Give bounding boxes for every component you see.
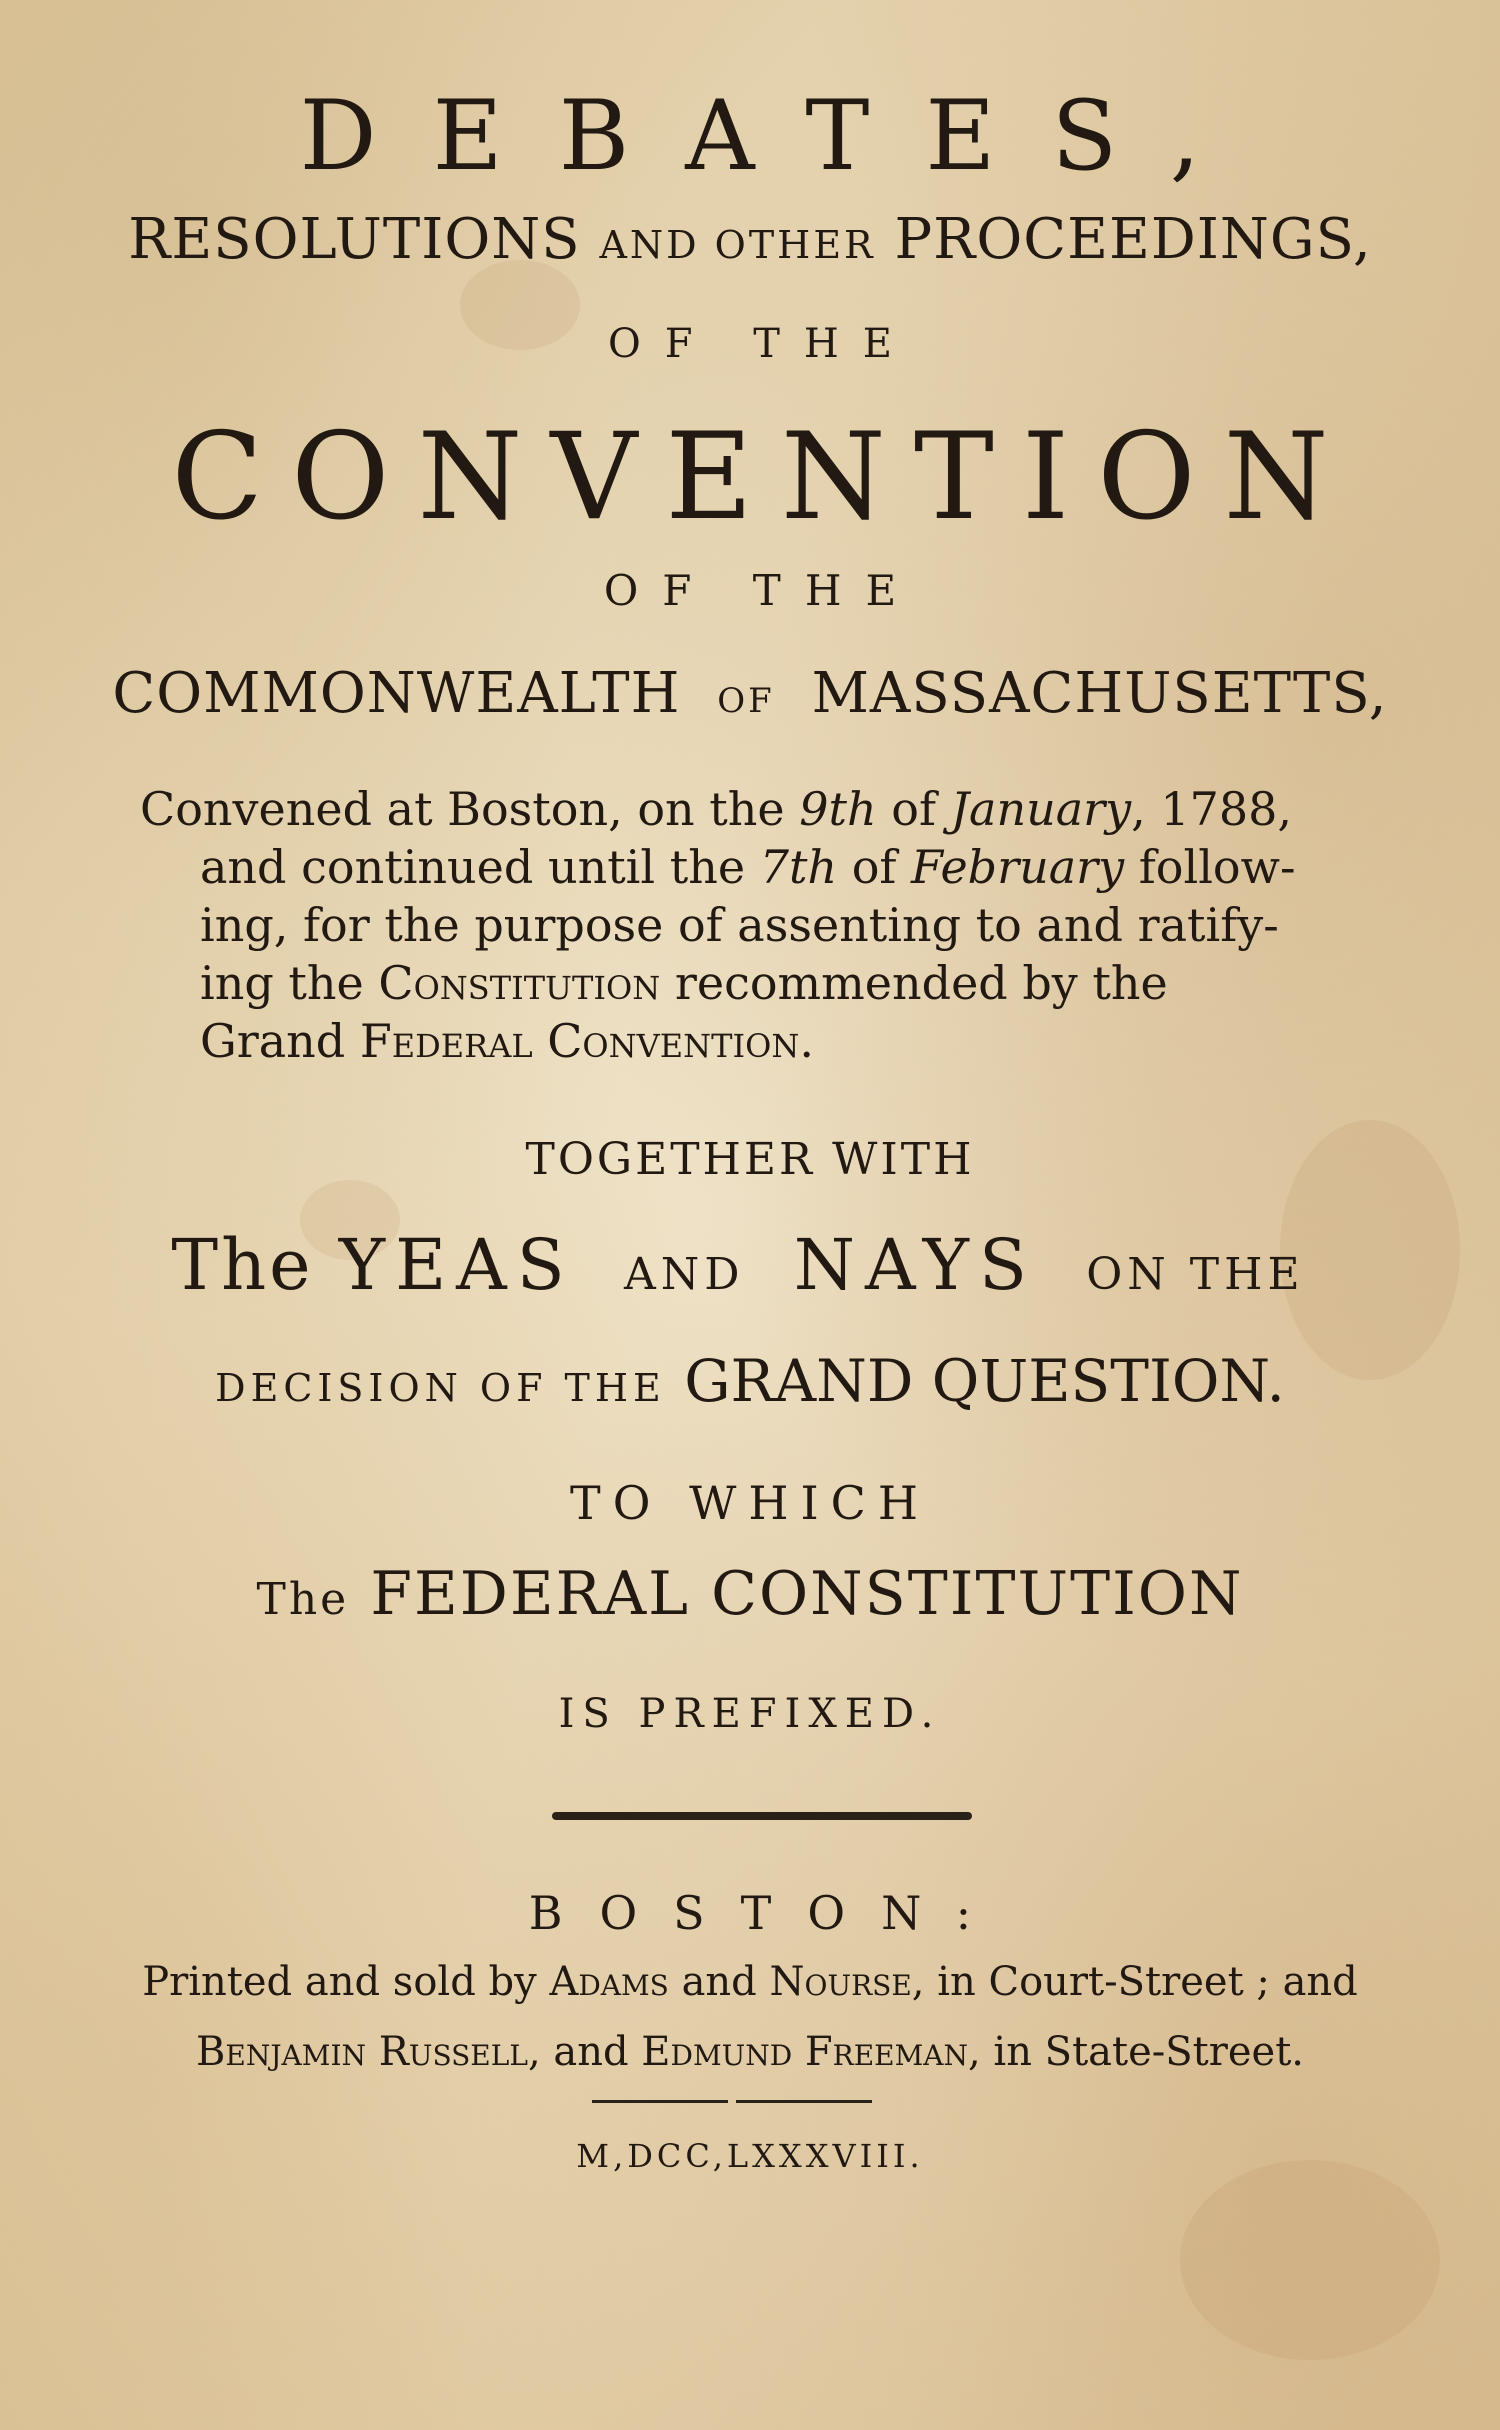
convened-paragraph — [140, 780, 1360, 1070]
title-convention: CONVENTION — [171, 408, 1357, 547]
printer-name-freeman: Edmund Freeman — [641, 2029, 968, 2075]
commonwealth-word: COMMONWEALTH — [112, 661, 681, 726]
printer-text: Printed and sold by — [142, 1959, 550, 2005]
paragraph-text: ing the — [200, 956, 379, 1010]
decision-line — [0, 1347, 1500, 1415]
federal-the-word: The — [256, 1574, 350, 1625]
boston-imprint: BOSTON: — [528, 1886, 1008, 1940]
foxing-stain — [1180, 2160, 1440, 2360]
commonwealth-of-word: OF — [717, 681, 775, 721]
is-prefixed-line: IS PREFIXED. — [558, 1691, 942, 1737]
paragraph-text: Convened at Boston, on the — [140, 782, 800, 836]
paragraph-text: and continued until the — [200, 840, 760, 894]
yeas-word: YEAS — [338, 1224, 575, 1306]
yeas-and-word: AND — [623, 1249, 745, 1300]
paragraph-italic: 9th — [799, 782, 877, 836]
paragraph-line-4 — [140, 954, 1360, 1012]
title-debates: DEBATES, — [299, 80, 1257, 192]
thick-rule-divider — [552, 1812, 972, 1820]
paragraph-line-1 — [140, 780, 1360, 838]
of-the-line-2: OF THE — [603, 566, 921, 615]
paragraph-italic: January — [950, 782, 1132, 836]
paragraph-text: of — [837, 840, 912, 894]
paragraph-text: , 1788, — [1131, 782, 1293, 836]
subtitle-word-and-other: AND OTHER — [599, 223, 876, 267]
yeas-the-word: The — [171, 1224, 314, 1306]
paragraph-text: follow- — [1124, 840, 1296, 894]
paragraph-smallcaps: Federal Convention. — [359, 1014, 814, 1068]
paragraph-text: of — [876, 782, 951, 836]
nays-word: NAYS — [793, 1224, 1037, 1306]
printer-name-adams: Adams — [549, 1959, 669, 2005]
paragraph-italic: 7th — [759, 840, 838, 894]
together-with-line: TOGETHER WITH — [525, 1134, 975, 1185]
double-rule-right — [736, 2100, 872, 2103]
paragraph-smallcaps: Constitution — [378, 956, 661, 1010]
paragraph-text: recommended by the — [660, 956, 1168, 1010]
roman-numeral-date: M,DCC,LXXXVIII. — [576, 2137, 924, 2175]
printer-text: , in Court-Street ; and — [911, 1959, 1358, 2005]
paragraph-line-3: ing, for the purpose of assenting to and ratify- — [200, 898, 1279, 952]
of-the-line-1: OF THE — [607, 321, 917, 367]
printer-text: , in State-Street. — [967, 2029, 1304, 2075]
paragraph-line-2 — [140, 838, 1360, 896]
yeas-and-nays-line — [0, 1224, 1500, 1306]
paragraph-text: Grand — [200, 1014, 360, 1068]
double-rule-left — [592, 2100, 728, 2103]
printer-text: , and — [527, 2029, 642, 2075]
decision-of-the-words: DECISION OF THE — [215, 1366, 666, 1410]
subtitle-resolutions — [0, 207, 1500, 272]
federal-constitution-line — [0, 1559, 1500, 1629]
on-the-words: ON THE — [1086, 1249, 1305, 1300]
subtitle-word-proceedings: PROCEEDINGS, — [894, 207, 1372, 272]
commonwealth-line — [0, 661, 1500, 726]
to-which-line: TO WHICH — [570, 1476, 930, 1530]
paragraph-italic: February — [911, 840, 1125, 894]
printer-name-russell: Benjamin Russell — [196, 2029, 528, 2075]
printer-text: and — [668, 1959, 770, 2005]
paragraph-line-5 — [140, 1012, 1360, 1070]
grand-question-words: GRAND QUESTION. — [684, 1347, 1285, 1415]
printer-line-2 — [0, 2029, 1500, 2075]
massachusetts-word: MASSACHUSETTS, — [811, 661, 1388, 726]
subtitle-word-resolutions: RESOLUTIONS — [128, 207, 581, 272]
printer-name-nourse: Nourse — [769, 1959, 912, 2005]
printer-line-1 — [0, 1959, 1500, 2005]
federal-constitution-words: FEDERAL CONSTITUTION — [370, 1559, 1244, 1629]
